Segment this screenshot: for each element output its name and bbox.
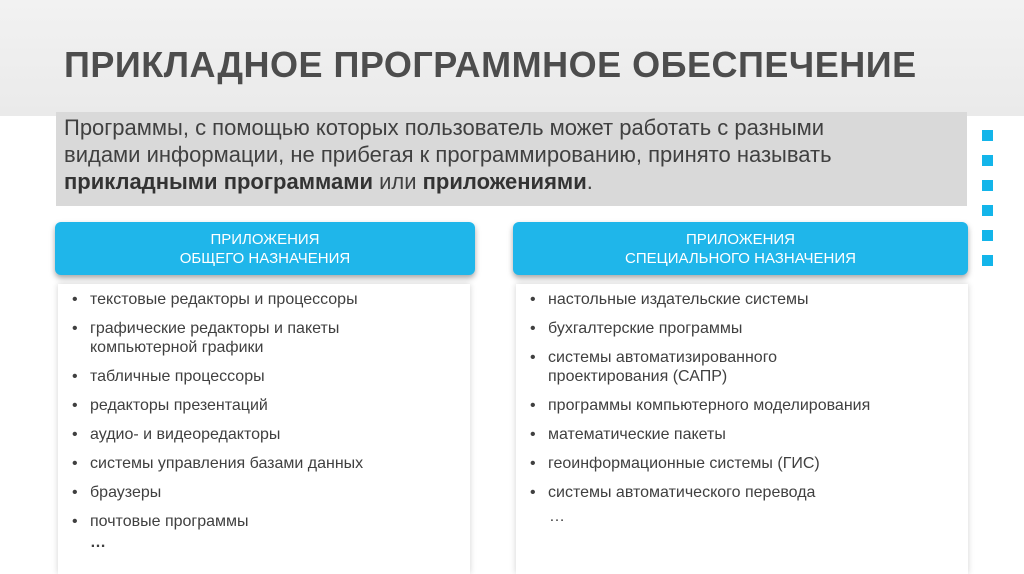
decorative-squares xyxy=(982,130,994,280)
special-apps-panel xyxy=(516,284,968,574)
intro-line-1: Программы, с помощью которых пользователь может работать с разными xyxy=(64,115,825,140)
general-header-line-2: ОБЩЕГО НАЗНАЧЕНИЯ xyxy=(179,249,351,267)
square-icon xyxy=(982,180,993,191)
special-apps-list xyxy=(516,284,968,502)
list-item: • табличные процессоры xyxy=(58,367,470,386)
list-item: • программы компьютерного моделирования xyxy=(516,396,968,415)
list-item: • настольные издательские системы xyxy=(516,290,968,309)
intro-line-2: видами информации, не прибегая к программированию, принято называть xyxy=(64,142,832,167)
list-item: • браузеры xyxy=(58,483,470,502)
list-item: • бухгалтерские программы xyxy=(516,319,968,338)
list-item: • текстовые редакторы и процессоры xyxy=(58,290,470,309)
square-icon xyxy=(982,130,993,141)
general-header-line-1: ПРИЛОЖЕНИЯ xyxy=(210,230,320,248)
square-icon xyxy=(982,205,993,216)
list-item: • математические пакеты xyxy=(516,425,968,444)
list-item: • почтовые программы xyxy=(58,512,470,531)
slide-title: ПРИКЛАДНОЕ ПРОГРАММНОЕ ОБЕСПЕЧЕНИЕ xyxy=(64,44,917,85)
list-item: • аудио- и видеоредакторы xyxy=(58,425,470,444)
square-icon xyxy=(982,155,993,166)
list-item: • системы управления базами данных xyxy=(58,454,470,473)
list-item: • системы автоматического перевода xyxy=(516,483,968,502)
intro-end: . xyxy=(586,169,593,194)
general-apps-list xyxy=(58,284,470,531)
intro-bold-2: приложениями xyxy=(422,169,587,194)
list-item: • графические редакторы и пакеты компьютерной графики xyxy=(58,319,390,357)
square-icon xyxy=(982,255,993,266)
general-list-ellipsis: … xyxy=(90,534,106,551)
general-apps-header xyxy=(55,222,475,275)
list-item: • геоинформационные системы (ГИС) xyxy=(516,454,968,473)
intro-text xyxy=(64,114,964,195)
special-header-line-1: ПРИЛОЖЕНИЯ xyxy=(685,230,796,248)
intro-line-3 xyxy=(64,168,964,195)
special-header-line-2: СПЕЦИАЛЬНОГО НАЗНАЧЕНИЯ xyxy=(625,249,856,267)
intro-bold-1: прикладными программами xyxy=(64,169,373,194)
list-item: • редакторы презентаций xyxy=(58,396,470,415)
special-apps-header xyxy=(513,222,968,275)
general-apps-panel xyxy=(58,284,470,574)
intro-mid: или xyxy=(373,169,423,194)
special-list-ellipsis: … xyxy=(549,508,565,525)
list-item: • системы автоматизированного проектирования (САПР) xyxy=(516,348,828,386)
square-icon xyxy=(982,230,993,241)
